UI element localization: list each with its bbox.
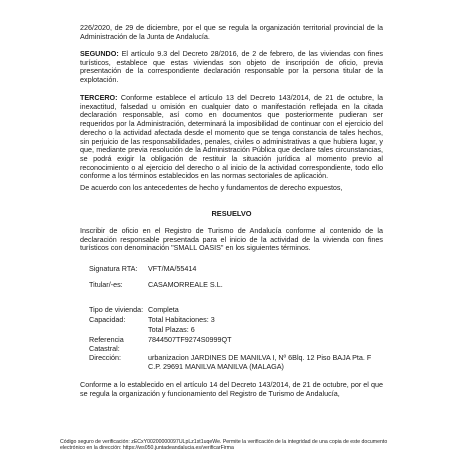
tipo-label: Tipo de vivienda: <box>89 305 144 314</box>
direccion-value: urbanizacion JARDINES DE MANILVA I, Nº 6Blq. 12 Piso BAJA Pta. F C.P. 29691 MANILVA MANILVA (MALAGA) <box>148 353 372 371</box>
resuelvo-heading: RESUELVO <box>211 209 252 218</box>
segundo-paragraph <box>80 50 383 85</box>
plazas-value: Total Plazas: 6 <box>148 325 195 334</box>
tipo-value: Completa <box>148 305 179 314</box>
capacidad-label: Capacidad: <box>89 315 126 324</box>
closing-paragraph: Conforme a lo establecido en el artículo 14 del Decreto 143/2014, de 21 de octubre, por el que se regula la organización y funcionamiento del Registro de Turismo de Andalucía, <box>80 380 383 398</box>
titular-value: CASAMORREALE S.L. <box>148 280 223 289</box>
intro-paragraph: 226/2020, de 29 de diciembre, por el que se regula la organización territorial provincial de la Administración de la Junta de Andalucía. <box>80 23 383 41</box>
inscribir-paragraph: Inscribir de oficio en el Registro de Turismo de Andalucía conforme al contenido de la declaración responsable presentada para el inicio de la actividad de la vivienda con fines turísticos con denominación "SMALL OASIS" en los siguientes términos. <box>80 226 383 253</box>
referencia-value: 7844507TF9274S0999QT <box>148 335 232 344</box>
tercero-heading: TERCERO: <box>80 93 118 102</box>
verification-footer: Código seguro de verificación: zECxY00200000097ULpLz1st1uqeWe. Permite la verificación de la integridad de una copia de este documento electrónico en la dirección: https://ws050.juntadeandalucia.es/verificarFirma <box>60 439 388 450</box>
habitaciones-value: Total Habitaciones: 3 <box>148 315 215 324</box>
segundo-text: El artículo 9.3 del Decreto 28/2016, de 2 de febrero, de las viviendas con fines turísticos, establece que estas viviendas son objeto de inscripción de oficio, previa presentación de la correspondiente declaración responsable por la persona titular de la explotación. <box>80 49 383 85</box>
signatura-value: VFT/MA/55414 <box>148 264 197 273</box>
referencia-label: Referencia Catastral: <box>89 335 124 353</box>
antecedentes-paragraph: De acuerdo con los antecedentes de hecho y fundamentos de derecho expuestos, <box>80 183 343 192</box>
signatura-label: Signatura RTA: <box>89 264 138 273</box>
tercero-text: Conforme establece el artículo 13 del Decreto 143/2014, de 21 de octubre, la inexactitud, falsedad u omisión en cualquier dato o manifestación reflejada en la citada declaración responsable, así como en documentos que posteriormente pudieran ser requeridos por la Administración, determinará la imposibilidad de continuar con el ejercicio del derecho o la actividad afectada desde el momento que se tenga constancia de tales hechos, sin perjuicio de las responsabilidades, penales, civiles o administrativas a que hubiera lugar, y que, mediante previa resolución de la Administración Pública que declare tales circunstancias, se podrá exigir la obligación de restituir la situación jurídica al momento previo al reconocimiento o al ejercicio del derecho o al inicio de la actividad correspondiente, todo ello conforme a los términos establecidos en las normas sectoriales de aplicación. <box>80 93 383 181</box>
segundo-heading: SEGUNDO: <box>80 49 119 58</box>
tercero-paragraph <box>80 94 383 181</box>
direccion-label: Dirección: <box>89 353 121 362</box>
titular-label: Titular/-es: <box>89 280 123 289</box>
